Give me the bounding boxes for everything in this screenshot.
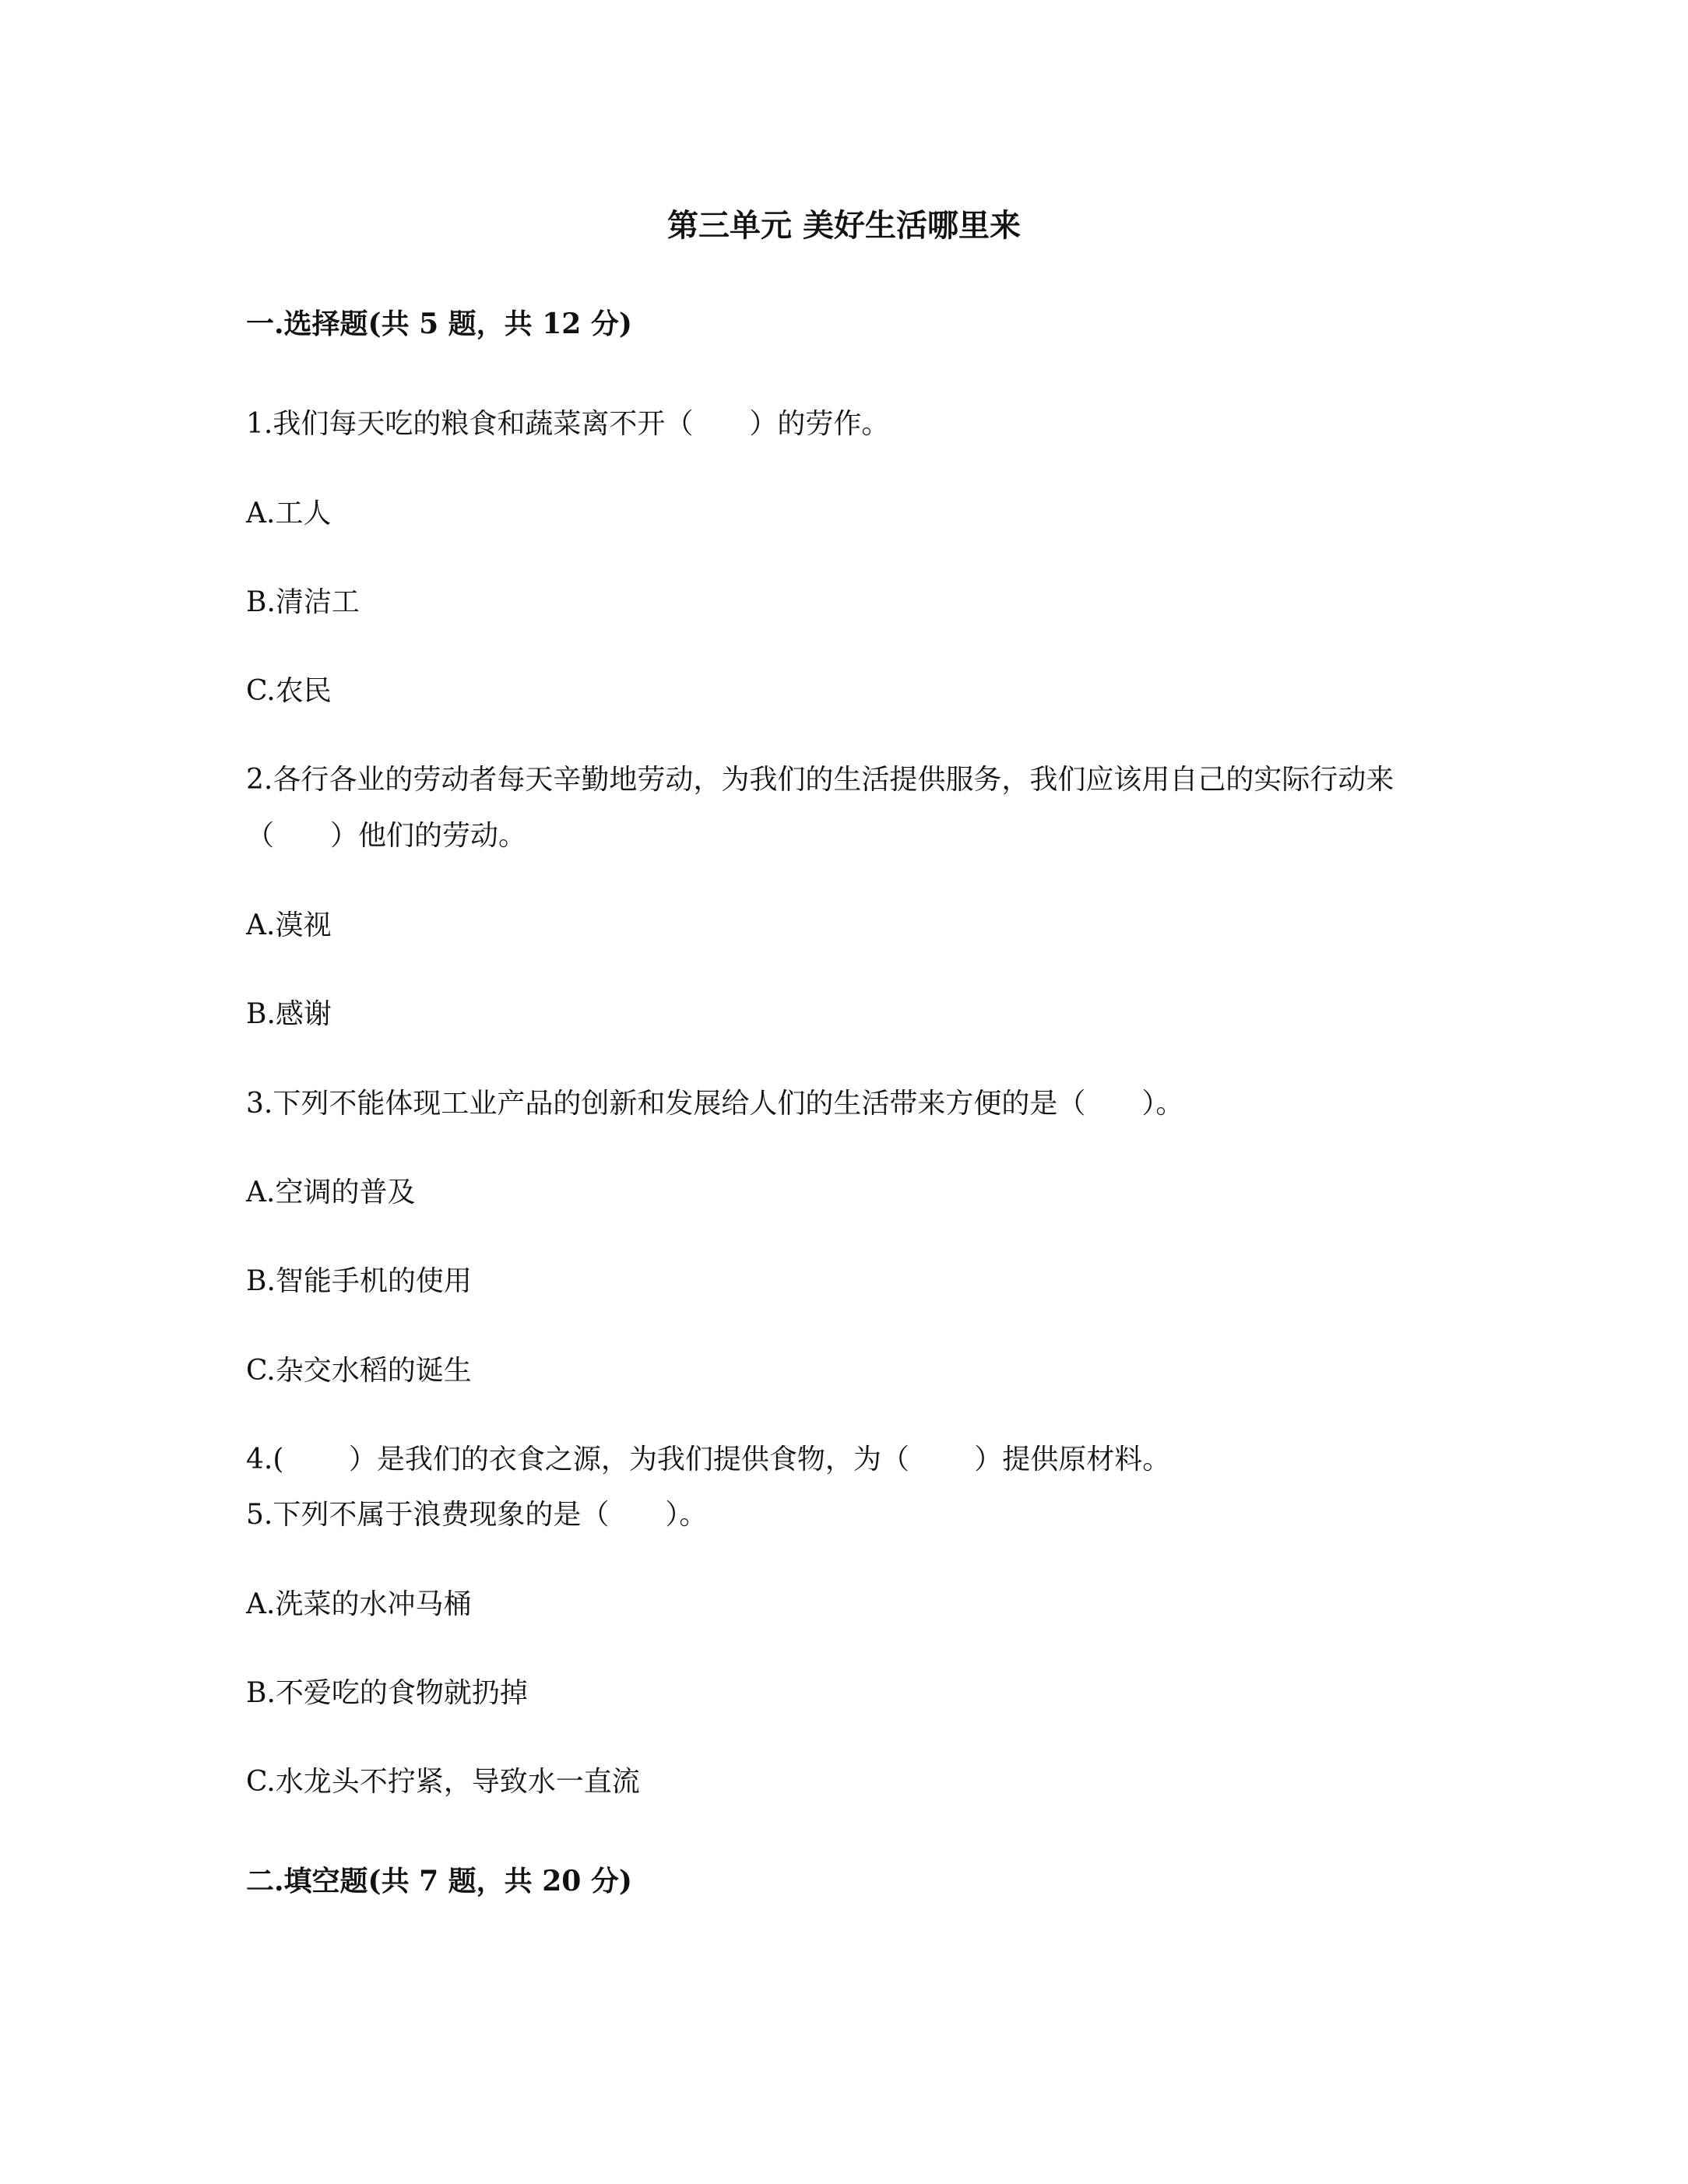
question-4-stem: 4.( ）是我们的衣食之源，为我们提供食物，为（ ）提供原材料。 [246,1444,1171,1475]
question-3-option-b: B.智能手机的使用 [246,1265,472,1297]
question-2-stem-line-2: （ ）他们的劳动。 [246,820,527,852]
question-5-option-a: A.洗菜的水冲马桶 [246,1588,472,1620]
question-1-option-a: A.工人 [246,498,332,529]
question-1-option-b: B.清洁工 [246,586,360,618]
question-3-option-a: A.空调的普及 [246,1176,416,1208]
section-heading-choice: 一.选择题(共 5 题，共 12 分) [246,308,632,340]
question-2-option-a: A.漠视 [246,909,332,941]
question-2-stem-line-1: 2.各行各业的劳动者每天辛勤地劳动，为我们的生活提供服务，我们应该用自己的实际行动来 [246,764,1394,796]
question-1-stem: 1.我们每天吃的粮食和蔬菜离不开（ ）的劳作。 [246,408,890,440]
question-1-option-c: C.农民 [246,675,332,707]
question-5-option-c: C.水龙头不拧紧，导致水一直流 [246,1766,640,1798]
question-5-option-b: B.不爱吃的食物就扔掉 [246,1677,528,1709]
question-3-option-c: C.杂交水稻的诞生 [246,1355,472,1387]
section-heading-fill-in: 二.填空题(共 7 题，共 20 分) [246,1865,632,1897]
question-2-option-b: B.感谢 [246,998,332,1030]
question-3-stem: 3.下列不能体现工业产品的创新和发展给人们的生活带来方便的是（ ）。 [246,1088,1184,1120]
page-title: 第三单元 美好生活哪里来 [667,207,1021,244]
question-5-stem: 5.下列不属于浪费现象的是（ ）。 [246,1499,708,1531]
